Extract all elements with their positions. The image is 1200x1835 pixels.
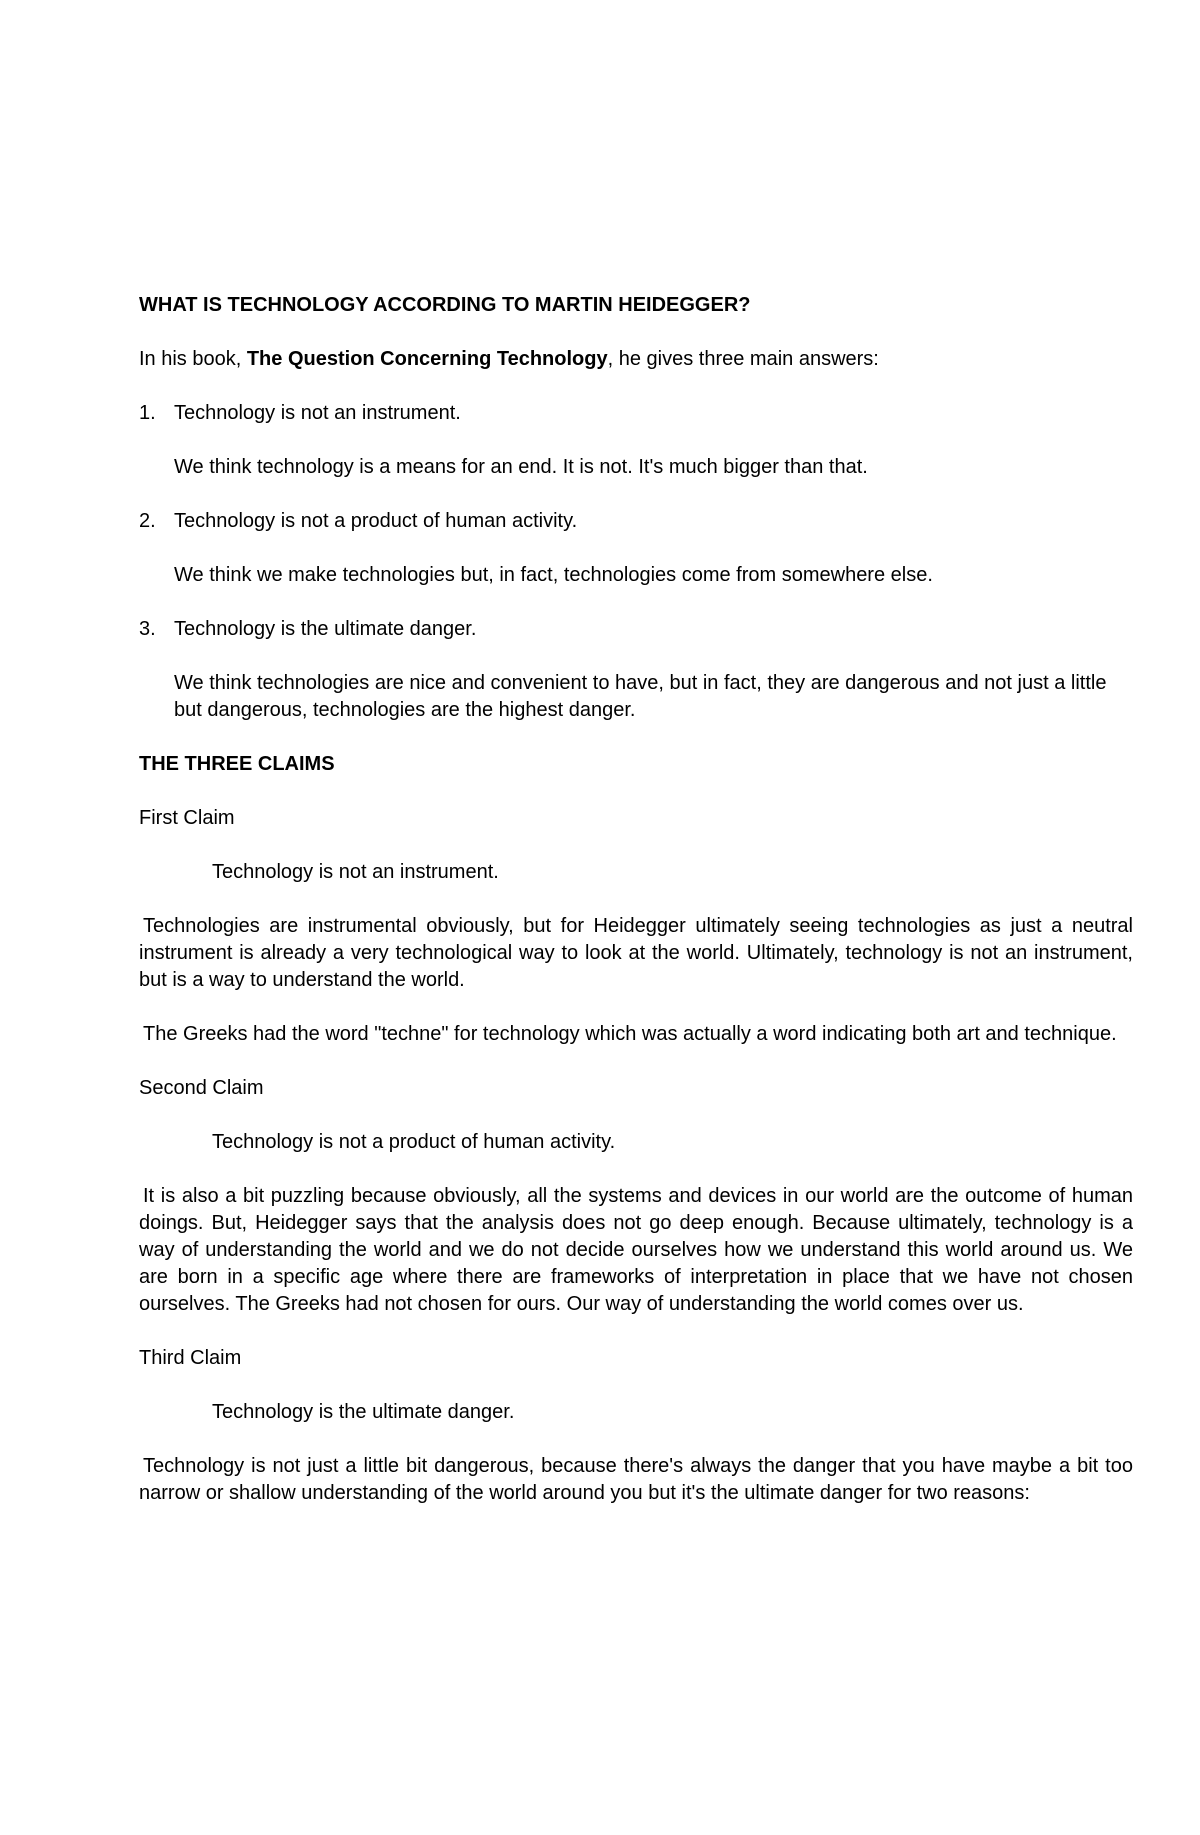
claim-paragraph: The Greeks had the word "techne" for technology which was actually a word indicating both art and technique. bbox=[143, 1023, 1117, 1045]
claim-statement: Technology is not an instrument. bbox=[212, 861, 499, 883]
claims-heading: THE THREE CLAIMS bbox=[139, 753, 335, 775]
answer-number: 3. bbox=[139, 618, 156, 640]
claim-title: Second Claim bbox=[139, 1077, 264, 1099]
document-body bbox=[139, 292, 1133, 1534]
document-title: WHAT IS TECHNOLOGY ACCORDING TO MARTIN HEIDEGGER? bbox=[139, 294, 751, 316]
intro-prefix: In his book, bbox=[139, 348, 247, 370]
answer-item bbox=[139, 400, 1133, 427]
claim-paragraph: Technologies are instrumental obviously, but for Heidegger ultimately seeing technologies as just a neutral instrument is already a very technological way to look at the world. Ultimately, technology is not an instrument, but is a way to understand the world. bbox=[139, 915, 1133, 991]
answer-number: 2. bbox=[139, 510, 156, 532]
answer-note: We think technology is a means for an end. It is not. It's much bigger than that. bbox=[174, 456, 868, 478]
claim-paragraph: Technology is not just a little bit dangerous, because there's always the danger that you have maybe a bit too narrow or shallow understanding of the world around you but it's the ultimate danger for two reasons: bbox=[139, 1455, 1133, 1504]
intro-paragraph bbox=[139, 346, 1133, 373]
claim-title: Third Claim bbox=[139, 1347, 242, 1369]
answer-number: 1. bbox=[139, 402, 156, 424]
answer-statement: Technology is not a product of human activity. bbox=[174, 510, 578, 532]
answer-item bbox=[139, 616, 1133, 643]
answer-statement: Technology is not an instrument. bbox=[174, 402, 461, 424]
claim-statement: Technology is not a product of human activity. bbox=[212, 1131, 616, 1153]
answer-note: We think technologies are nice and convenient to have, but in fact, they are dangerous and not just a little but dangerous, technologies are the highest danger. bbox=[174, 672, 1107, 721]
claim-statement: Technology is the ultimate danger. bbox=[212, 1401, 515, 1423]
answer-note: We think we make technologies but, in fact, technologies come from somewhere else. bbox=[174, 564, 933, 586]
intro-suffix: , he gives three main answers: bbox=[607, 348, 879, 370]
answer-statement: Technology is the ultimate danger. bbox=[174, 618, 477, 640]
claim-paragraph: It is also a bit puzzling because obviously, all the systems and devices in our world are the outcome of human doings. But, Heidegger says that the analysis does not go deep enough. Because ultimately, technology is a way of understanding the world and we do not decide ourselves how we understand this world around us. We are born in a specific age where there are frameworks of interpretation in place that we have not chosen ourselves. The Greeks had not chosen for ours. Our way of understanding the world comes over us. bbox=[139, 1185, 1133, 1315]
book-title: The Question Concerning Technology bbox=[246, 348, 608, 370]
claim-title: First Claim bbox=[139, 807, 235, 829]
answer-item bbox=[139, 508, 1133, 535]
